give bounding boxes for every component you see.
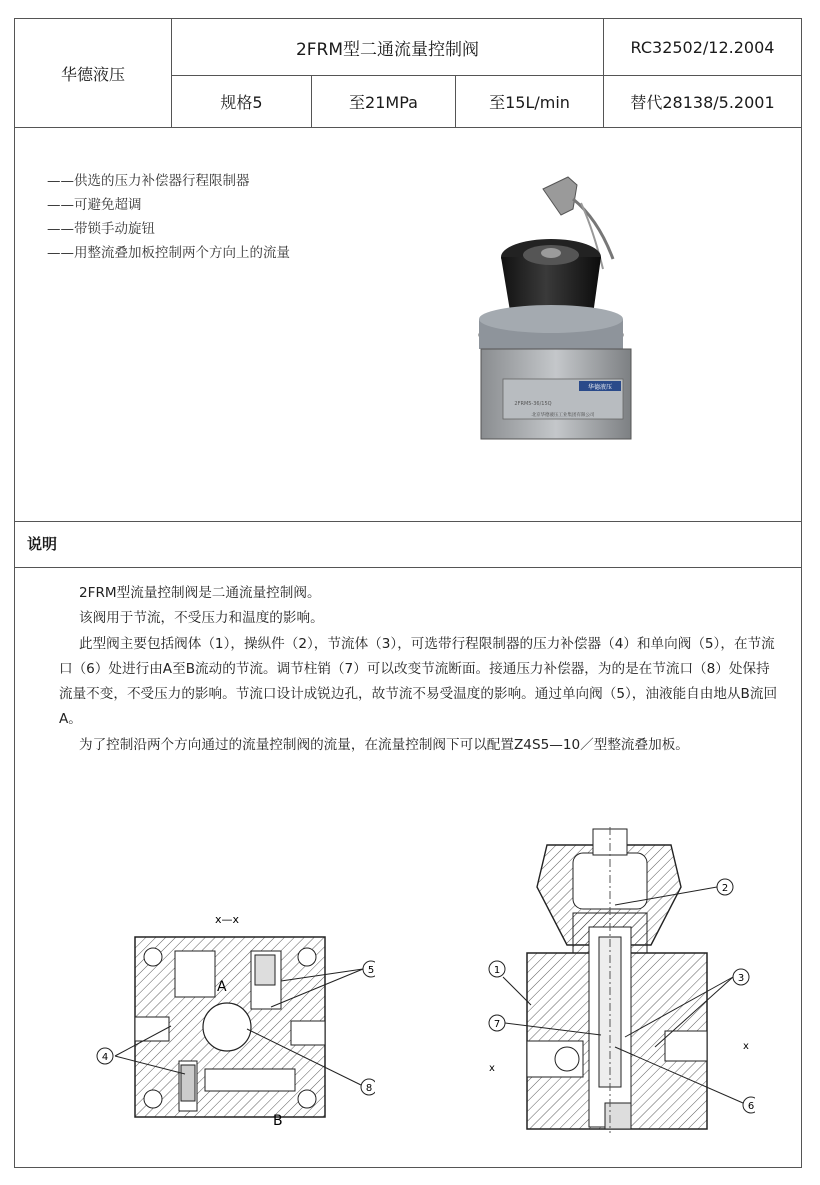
callout-1: 1 (493, 965, 501, 976)
page-title: 2FRM型二通流量控制阀 (295, 39, 480, 60)
callout-2: 2 (721, 883, 729, 894)
feature-item: ——供选的压力补偿器行程限制器 (47, 173, 250, 189)
spec-flow: 至15L/min (489, 93, 570, 112)
section-label: x—x (214, 913, 240, 926)
description-text (59, 581, 779, 758)
callout-4: 4 (101, 1052, 109, 1063)
section-divider (15, 567, 801, 568)
brand-plate-text: 华德液压 (587, 384, 613, 391)
company-name: 华德液压 (60, 64, 125, 84)
doc-code: RC32502/12.2004 (630, 37, 775, 57)
header-table (15, 19, 801, 128)
description-paragraph: 为了控制沿两个方向通过的流量控制阀的流量，在流量控制阀下可以配置Z4S5—10／型整流叠加板。 (79, 736, 689, 753)
callout-6: 6 (747, 1101, 755, 1112)
feature-item: ——用整流叠加板控制两个方向上的流量 (47, 245, 290, 261)
section-title: 说明 (27, 535, 58, 553)
section-marker-left: x (489, 1063, 495, 1074)
description-paragraph: 该阀用于节流，不受压力和温度的影响。 (79, 610, 324, 627)
section-drawing-main (455, 827, 755, 1137)
description-paragraph: 2FRM型流量控制阀是二通流量控制阀。 (79, 585, 321, 601)
callout-8: 8 (365, 1083, 373, 1094)
section-drawing-xx (75, 899, 375, 1129)
key-icon (543, 177, 577, 215)
port-b-label: B (273, 1113, 283, 1129)
spec-size: 规格5 (220, 93, 263, 112)
feature-item: ——带锁手动旋钮 (47, 221, 155, 237)
spec-pressure: 至21MPa (349, 93, 418, 112)
description-paragraph: 此型阀主要包括阀体（1），操纵件（2），节流体（3），可选带行程限制器的压力补偿器（4）和单向阀（5），在节流口（6）处进行由A至B流动的节流。调节柱销（7）可以改变节流断面。接通压力补偿器，为的是在节流口（8）处保持流量不变，不受压力的影响。节流口设计成锐边孔，故节流不易受温度的影响。通过单向阀（5），油液能自由地从B流回A。 (59, 635, 778, 728)
feature-list (47, 169, 290, 265)
feature-item: ——可避免超调 (47, 197, 142, 213)
callout-5: 5 (367, 965, 375, 976)
section-marker-right: x (743, 1041, 749, 1052)
model-plate-text: 2FRM5-36/15Q (514, 401, 552, 407)
replaces-code: 替代28138/5.2001 (630, 93, 775, 112)
valve-photo (473, 169, 653, 449)
port-a-label: A (217, 979, 227, 995)
datasheet-frame (14, 18, 802, 1168)
callout-3: 3 (737, 973, 745, 984)
callout-7: 7 (493, 1019, 501, 1030)
maker-plate-text: 北京华德液压工业集团有限公司 (531, 413, 595, 418)
section-divider (15, 521, 801, 522)
